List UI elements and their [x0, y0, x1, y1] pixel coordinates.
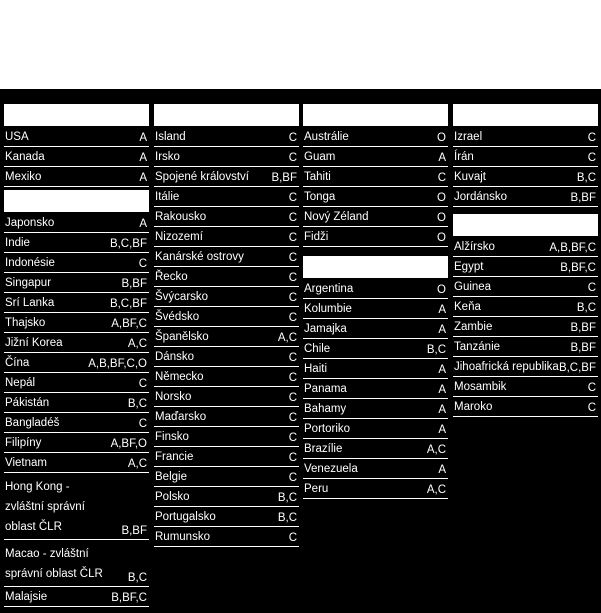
country-row [154, 508, 299, 527]
country-name: Jamajka [304, 323, 347, 335]
country-row [453, 318, 598, 337]
country-name: Brazílie [304, 443, 343, 455]
country-code: A,B,BF,C [549, 242, 596, 254]
country-row [154, 188, 299, 207]
country-name: Alžírsko [454, 241, 495, 253]
country-row [303, 228, 448, 247]
country-name: Nizozemí [155, 231, 203, 243]
country-row [4, 128, 149, 147]
country-row [453, 278, 598, 297]
country-name: Peru [304, 483, 329, 495]
country-row [154, 248, 299, 267]
country-name: Guam [304, 151, 336, 163]
country-name: Austrálie [304, 131, 349, 143]
country-code-table [0, 89, 601, 613]
country-row [4, 374, 149, 393]
country-code: C [288, 392, 297, 404]
country-name: Nepál [5, 377, 36, 389]
country-code: C [138, 418, 147, 430]
country-row [453, 398, 598, 417]
country-name: Thajsko [5, 317, 46, 329]
country-code: C [288, 412, 297, 424]
country-name: Island [155, 131, 186, 143]
country-code: B,BF [570, 322, 596, 334]
country-code: O [437, 232, 446, 244]
country-code: C [288, 352, 297, 364]
country-code: C [288, 292, 297, 304]
region-header-box [303, 104, 448, 126]
region-header-box [453, 214, 598, 236]
country-name: Španělsko [155, 331, 209, 343]
country-name: Mosambik [454, 381, 507, 393]
country-code: A [139, 218, 147, 230]
country-code: B,C,BF [558, 362, 596, 374]
country-row [4, 588, 149, 607]
country-row [303, 128, 448, 147]
country-row [154, 488, 299, 507]
country-name: Dánsko [155, 351, 194, 363]
country-row [303, 168, 448, 187]
country-row [154, 368, 299, 387]
country-row [4, 541, 149, 587]
group-spacer [303, 248, 448, 256]
column-4 [453, 104, 598, 418]
country-row [453, 188, 598, 207]
country-name: USA [5, 131, 29, 143]
region-header-box [4, 190, 149, 212]
country-code: B,BF [121, 525, 147, 537]
region-header-box [303, 256, 448, 278]
country-code: B,C [127, 572, 147, 584]
country-row [154, 408, 299, 427]
country-row [154, 448, 299, 467]
country-code: A [438, 304, 446, 316]
country-code: C [288, 252, 297, 264]
country-code: C [288, 532, 297, 544]
country-code: B,BF [271, 172, 297, 184]
country-name: Indonésie [5, 257, 55, 269]
country-name: Kolumbie [304, 303, 352, 315]
country-row [453, 258, 598, 277]
country-name: Kanárské ostrovy [155, 251, 244, 263]
country-name: Argentina [304, 283, 354, 295]
country-code: B,C [576, 172, 596, 184]
country-code: A,BF,C [111, 318, 147, 330]
country-row [154, 308, 299, 327]
country-row [453, 378, 598, 397]
country-name: Filipíny [5, 437, 42, 449]
country-name: Srí Lanka [5, 297, 55, 309]
region-header-box [453, 104, 598, 126]
country-code: A [139, 132, 147, 144]
country-code: C [288, 152, 297, 164]
country-row [453, 148, 598, 167]
country-name: Kanada [5, 151, 45, 163]
country-code: B,C,BF [109, 298, 147, 310]
country-name: Finsko [155, 431, 189, 443]
country-row [154, 388, 299, 407]
country-code: O [437, 212, 446, 224]
country-row [4, 414, 149, 433]
country-name: Švédsko [155, 311, 200, 323]
country-name: Guinea [454, 281, 492, 293]
country-code: C [587, 132, 596, 144]
country-code: B,C,BF [109, 238, 147, 250]
country-row [303, 400, 448, 419]
country-name: Polsko [155, 491, 190, 503]
country-name: Egypt [454, 261, 484, 273]
country-row [4, 234, 149, 253]
country-row [303, 188, 448, 207]
country-name: Jordánsko [454, 191, 508, 203]
country-row [453, 358, 598, 377]
country-code: C [587, 382, 596, 394]
country-code: C [587, 152, 596, 164]
country-name: Jižní Korea [5, 337, 63, 349]
country-row [154, 208, 299, 227]
country-name: Mexiko [5, 171, 42, 183]
country-row [4, 254, 149, 273]
country-name: Rumunsko [155, 531, 210, 543]
country-code: C [138, 258, 147, 270]
country-name: Macao - zvláštní správní oblast ČLR [5, 548, 103, 580]
country-code: B,C [277, 512, 297, 524]
country-code: C [288, 432, 297, 444]
country-code: A,C [426, 444, 446, 456]
country-name: Izrael [454, 131, 483, 143]
country-code: A,C [127, 458, 147, 470]
country-row [303, 420, 448, 439]
country-name: Japonsko [5, 217, 55, 229]
country-row [154, 528, 299, 547]
country-name: Irsko [155, 151, 180, 163]
country-name: Tonga [304, 191, 336, 203]
country-name: Vietnam [5, 457, 47, 469]
country-name: Maroko [454, 401, 493, 413]
country-code: A [139, 152, 147, 164]
country-name: Bangladéš [5, 417, 60, 429]
country-row [303, 360, 448, 379]
country-row [453, 168, 598, 187]
country-code: A [438, 464, 446, 476]
country-name: Venezuela [304, 463, 358, 475]
country-name: Německo [155, 371, 204, 383]
column-2 [154, 104, 299, 548]
country-row [154, 328, 299, 347]
country-name: Rakousko [155, 211, 207, 223]
country-row [453, 298, 598, 317]
country-name: Švýcarsko [155, 291, 209, 303]
region-header-box [4, 104, 149, 126]
country-code: C [288, 312, 297, 324]
country-name: Panama [304, 383, 347, 395]
country-row [453, 338, 598, 357]
country-name: Zambie [454, 321, 493, 333]
country-row [4, 214, 149, 233]
country-name: Hong Kong - zvláštní správní oblast ČLR [5, 481, 85, 533]
country-row [154, 288, 299, 307]
country-code: C [288, 212, 297, 224]
country-code: O [437, 192, 446, 204]
country-code: C [288, 232, 297, 244]
country-code: A,C [127, 338, 147, 350]
country-row [154, 148, 299, 167]
country-row [303, 440, 448, 459]
country-name: Čína [5, 357, 30, 369]
country-row [303, 148, 448, 167]
country-name: Haiti [304, 363, 328, 375]
column-1 [4, 104, 149, 608]
country-code: B,BF [121, 278, 147, 290]
country-name: Maďarsko [155, 411, 207, 423]
country-row [4, 454, 149, 473]
country-name: Írán [454, 151, 474, 163]
country-code: O [437, 284, 446, 296]
country-name: Francie [155, 451, 194, 463]
country-row [4, 394, 149, 413]
country-name: Bahamy [304, 403, 347, 415]
country-code: B,BF,C [111, 592, 147, 604]
country-code: A [438, 364, 446, 376]
country-name: Portoriko [304, 423, 351, 435]
country-code: B,BF,C [560, 262, 596, 274]
country-code: O [437, 132, 446, 144]
country-row [154, 128, 299, 147]
country-code: C [288, 452, 297, 464]
country-row [4, 474, 149, 540]
country-name: Tahiti [304, 171, 331, 183]
country-code: A [139, 172, 147, 184]
country-row [4, 274, 149, 293]
country-code: C [288, 272, 297, 284]
country-row [303, 340, 448, 359]
country-code: B,BF [570, 342, 596, 354]
country-row [4, 434, 149, 453]
country-code: B,BF [570, 192, 596, 204]
country-name: Fidži [304, 231, 329, 243]
country-row [453, 128, 598, 147]
country-row [154, 428, 299, 447]
country-name: Singapur [5, 277, 52, 289]
country-name: Tanzánie [454, 341, 501, 353]
country-row [154, 268, 299, 287]
country-code: C [288, 192, 297, 204]
country-code: A [438, 324, 446, 336]
country-name: Keňa [454, 301, 481, 313]
country-row [303, 300, 448, 319]
country-row [4, 168, 149, 187]
country-row [4, 334, 149, 353]
country-code: A,C [426, 484, 446, 496]
country-name: Indie [5, 237, 30, 249]
country-row [303, 208, 448, 227]
country-name: Itálie [155, 191, 180, 203]
country-name: Malajsie [5, 591, 48, 603]
country-name: Portugalsko [155, 511, 216, 523]
country-code: C [138, 378, 147, 390]
country-code: B,C [277, 492, 297, 504]
country-code: A,C [277, 332, 297, 344]
country-code: A [438, 424, 446, 436]
country-code: A [438, 152, 446, 164]
country-code: C [587, 402, 596, 414]
country-name: Kuvajt [454, 171, 486, 183]
country-row [4, 148, 149, 167]
country-name: Spojené království [155, 171, 249, 183]
country-name: Řecko [155, 271, 188, 283]
country-code: B,C [426, 344, 446, 356]
country-row [4, 354, 149, 373]
country-row [303, 320, 448, 339]
country-row [154, 468, 299, 487]
column-3 [303, 104, 448, 500]
country-name: Jihoafrická republika [454, 361, 559, 373]
country-row [4, 314, 149, 333]
country-code: A [438, 384, 446, 396]
country-name: Norsko [155, 391, 192, 403]
country-row [4, 294, 149, 313]
country-row [154, 348, 299, 367]
country-code: A [438, 404, 446, 416]
country-row [303, 460, 448, 479]
country-row [303, 480, 448, 499]
country-code: A,B,BF,C,O [88, 358, 147, 370]
country-code: C [437, 172, 446, 184]
country-name: Chile [304, 343, 331, 355]
region-header-box [154, 104, 299, 126]
country-row [154, 228, 299, 247]
country-code: A,BF,O [110, 438, 147, 450]
country-row [303, 380, 448, 399]
country-code: C [288, 132, 297, 144]
country-row [303, 280, 448, 299]
country-code: B,C [576, 302, 596, 314]
country-code: C [288, 372, 297, 384]
country-code: B,C [127, 398, 147, 410]
country-name: Pákistán [5, 397, 50, 409]
country-name: Belgie [155, 471, 187, 483]
country-code: C [288, 472, 297, 484]
country-row [453, 238, 598, 257]
country-code: C [587, 282, 596, 294]
country-row [154, 168, 299, 187]
country-name: Nový Zéland [304, 211, 369, 223]
